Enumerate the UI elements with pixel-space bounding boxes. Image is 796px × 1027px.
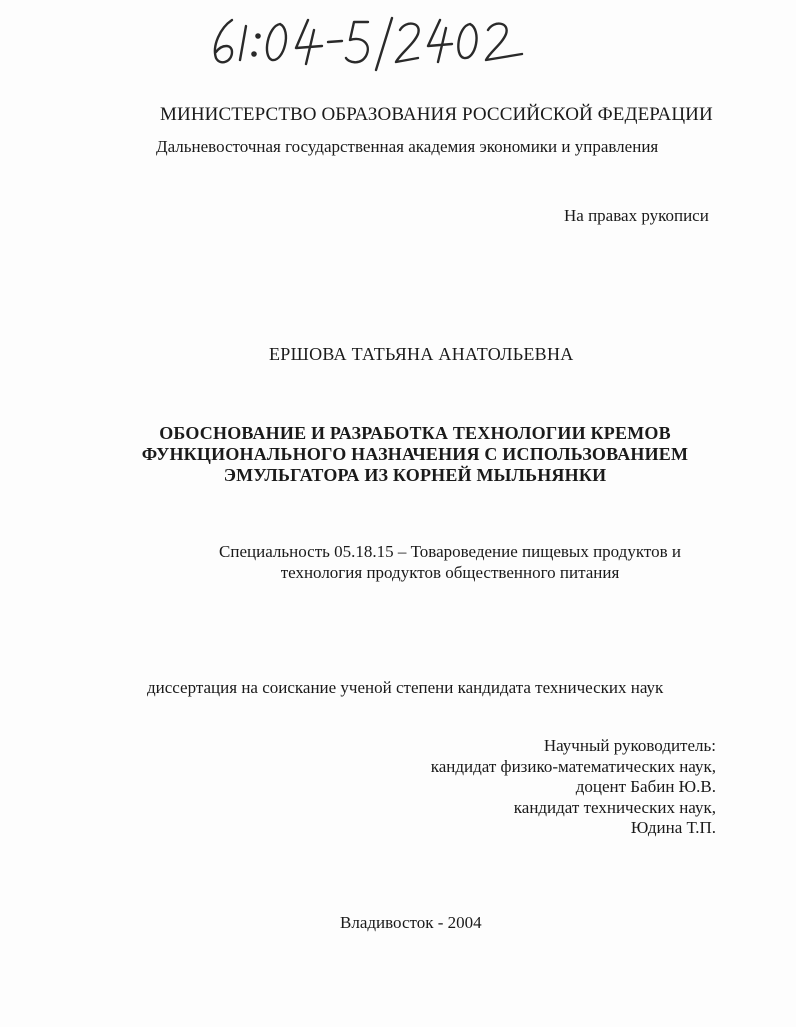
supervisor-line: кандидат физико-математических наук, bbox=[430, 756, 716, 776]
supervisor-block bbox=[431, 736, 716, 839]
dissertation-title bbox=[100, 423, 730, 486]
specialty-line: Специальность 05.18.15 – Товароведение пищевых продуктов и bbox=[219, 542, 681, 561]
supervisor-line: кандидат технических наук, bbox=[513, 797, 716, 817]
title-line: ОБОСНОВАНИЕ И РАЗРАБОТКА ТЕХНОЛОГИИ КРЕМОВ bbox=[159, 423, 671, 443]
title-line: ФУНКЦИОНАЛЬНОГО НАЗНАЧЕНИЯ С ИСПОЛЬЗОВАНИЕМ bbox=[141, 444, 689, 464]
city-year: Владивосток - 2004 bbox=[340, 913, 482, 932]
supervisor-line: Научный руководитель: bbox=[543, 736, 716, 755]
supervisor-line: доцент Бабин Ю.В. bbox=[575, 777, 716, 796]
author-name: ЕРШОВА ТАТЬЯНА АНАТОЛЬЕВНА bbox=[269, 344, 574, 364]
handwritten-archive-code bbox=[196, 8, 526, 72]
academy-name: Дальневосточная государственная академия экономики и управления bbox=[156, 137, 659, 156]
specialty-block bbox=[140, 541, 760, 583]
supervisor-line: Юдина Т.П. bbox=[630, 818, 716, 837]
degree-statement: диссертация на соискание ученой степени кандидата технических наук bbox=[147, 678, 664, 697]
rights-note: На правах рукописи bbox=[564, 206, 709, 225]
specialty-line: технология продуктов общественного питания bbox=[280, 563, 620, 582]
ministry-heading: МИНИСТЕРСТВО ОБРАЗОВАНИЯ РОССИЙСКОЙ ФЕДЕРАЦИИ bbox=[160, 104, 713, 125]
title-line: ЭМУЛЬГАТОРА ИЗ КОРНЕЙ МЫЛЬНЯНКИ bbox=[223, 465, 607, 485]
